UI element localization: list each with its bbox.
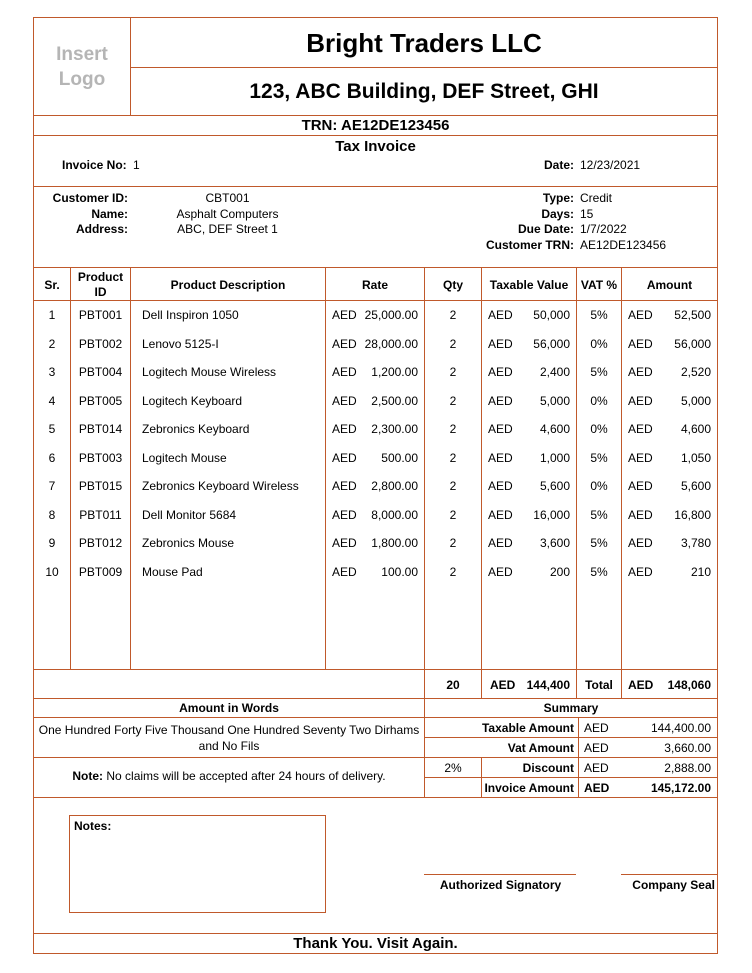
days-label: Days: <box>541 207 574 221</box>
cell-amount: 56,000 <box>674 337 711 351</box>
cell-amount-currency: AED <box>628 422 653 436</box>
cell-sr: 7 <box>48 479 56 493</box>
cell-description: Zebronics Keyboard <box>142 422 250 436</box>
cell-vat: 0% <box>590 479 608 493</box>
cell-rate-currency: AED <box>332 565 357 579</box>
cell-sr: 2 <box>48 337 56 351</box>
col-sr: Sr. <box>44 278 60 292</box>
cell-vat: 5% <box>590 308 608 322</box>
cell-qty: 2 <box>449 365 457 379</box>
date-label: Date: <box>543 158 574 172</box>
authorized-signatory: Authorized Signatory <box>439 878 562 892</box>
cell-taxable-value: 50,000 <box>533 308 570 322</box>
cell-sr: 1 <box>48 308 56 322</box>
cell-rate: 25,000.00 <box>364 308 418 322</box>
cell-taxable-value: 16,000 <box>533 508 570 522</box>
cell-qty: 2 <box>449 394 457 408</box>
invoice-amount-currency: AED <box>584 781 610 795</box>
amount-in-words-line1: One Hundred Forty Five Thousand One Hundred Seventy Two Dirhams <box>38 723 420 737</box>
col-vat: VAT % <box>580 278 618 292</box>
cell-taxable-value: 5,600 <box>539 479 570 493</box>
total-label: Total <box>585 678 613 692</box>
cell-vat: 0% <box>590 422 608 436</box>
cell-rate: 500.00 <box>381 451 418 465</box>
cell-qty: 2 <box>449 479 457 493</box>
taxable-amount-label: Taxable Amount <box>481 721 574 735</box>
cell-amount-currency: AED <box>628 337 653 351</box>
cell-amount-currency: AED <box>628 536 653 550</box>
cell-description: Zebronics Keyboard Wireless <box>142 479 299 493</box>
cell-taxable-currency: AED <box>488 565 513 579</box>
note-label: Note: <box>72 769 104 783</box>
cell-amount-currency: AED <box>628 565 653 579</box>
cell-taxable-currency: AED <box>488 394 513 408</box>
cell-vat: 5% <box>590 536 608 550</box>
cell-description: Logitech Mouse <box>142 451 227 465</box>
vat-amount: 3,660.00 <box>664 741 711 755</box>
col-description: Product Description <box>170 278 286 292</box>
col-taxable-value: Taxable Value <box>489 278 569 292</box>
cell-product-id: PBT015 <box>78 479 123 493</box>
total-taxable: 144,400 <box>526 678 570 692</box>
col-product-id-line1: Product <box>77 270 124 284</box>
summary-header: Summary <box>543 701 599 715</box>
amount-in-words <box>34 722 424 754</box>
cell-rate-currency: AED <box>332 365 357 379</box>
cell-taxable-currency: AED <box>488 337 513 351</box>
cell-taxable-value: 5,000 <box>539 394 570 408</box>
cell-product-id: PBT012 <box>78 536 123 550</box>
cell-amount: 52,500 <box>674 308 711 322</box>
cell-amount: 4,600 <box>680 422 711 436</box>
cell-amount: 3,780 <box>680 536 711 550</box>
terms-type: Credit <box>580 191 613 205</box>
taxable-amount-currency: AED <box>584 721 609 735</box>
cell-amount: 1,050 <box>680 451 711 465</box>
company-trn: TRN: AE12DE123456 <box>301 117 450 134</box>
total-amount: 148,060 <box>667 678 711 692</box>
cell-qty: 2 <box>449 508 457 522</box>
invoice-amount: 145,172.00 <box>650 781 711 795</box>
cell-vat: 5% <box>590 508 608 522</box>
due-date-label: Due Date: <box>517 222 574 236</box>
col-amount: Amount <box>646 278 693 292</box>
cell-rate: 100.00 <box>381 565 418 579</box>
vat-amount-currency: AED <box>584 741 609 755</box>
cell-taxable-value: 2,400 <box>539 365 570 379</box>
cell-qty: 2 <box>449 536 457 550</box>
cell-description: Logitech Mouse Wireless <box>142 365 277 379</box>
cell-amount: 5,600 <box>680 479 711 493</box>
cell-product-id: PBT004 <box>78 365 123 379</box>
cell-amount-currency: AED <box>628 394 653 408</box>
cell-sr: 6 <box>48 451 56 465</box>
discount-currency: AED <box>584 761 609 775</box>
cell-rate-currency: AED <box>332 479 357 493</box>
cell-sr: 5 <box>48 422 56 436</box>
cell-taxable-value: 200 <box>549 565 570 579</box>
cell-taxable-value: 1,000 <box>539 451 570 465</box>
cell-rate: 2,800.00 <box>371 479 418 493</box>
type-label: Type: <box>542 191 574 205</box>
invoice-amount-label: Invoice Amount <box>484 781 574 795</box>
company-name: Bright Traders LLC <box>306 28 542 58</box>
cell-amount-currency: AED <box>628 365 653 379</box>
cell-product-id: PBT011 <box>79 508 122 522</box>
cell-vat: 5% <box>590 451 608 465</box>
cell-sr: 9 <box>48 536 56 550</box>
cell-taxable-value: 3,600 <box>539 536 570 550</box>
cell-sr: 4 <box>48 394 56 408</box>
col-qty: Qty <box>442 278 463 292</box>
cell-product-id: PBT014 <box>78 422 123 436</box>
cell-vat: 5% <box>590 565 608 579</box>
cell-taxable-currency: AED <box>488 422 513 436</box>
cell-sr: 3 <box>48 365 56 379</box>
customer-trn: AE12DE123456 <box>580 238 667 252</box>
customer-name: Asphalt Computers <box>176 207 279 221</box>
cell-product-id: PBT001 <box>78 308 123 322</box>
cell-vat: 5% <box>590 365 608 379</box>
cell-vat: 0% <box>590 337 608 351</box>
customer-id: CBT001 <box>205 191 250 205</box>
amount-in-words-line2: and No Fils <box>198 739 260 753</box>
logo-placeholder <box>34 42 130 92</box>
cell-amount: 2,520 <box>680 365 711 379</box>
cell-taxable-currency: AED <box>488 536 513 550</box>
cell-description: Zebronics Mouse <box>142 536 235 550</box>
cell-taxable-currency: AED <box>488 508 513 522</box>
note-text: No claims will be accepted after 24 hours of delivery. <box>106 769 386 783</box>
total-taxable-currency: AED <box>490 678 516 692</box>
invoice-date: 12/23/2021 <box>580 158 641 172</box>
cell-qty: 2 <box>449 565 457 579</box>
taxable-amount: 144,400.00 <box>650 721 711 735</box>
delivery-note <box>34 769 424 783</box>
cell-sr: 10 <box>45 565 59 579</box>
col-product-id-line2: ID <box>94 285 107 299</box>
cell-amount-currency: AED <box>628 508 653 522</box>
invoice-no-label: Invoice No: <box>62 158 127 172</box>
customer-name-label: Name: <box>91 207 128 221</box>
cell-rate: 1,200.00 <box>371 365 418 379</box>
cell-taxable-currency: AED <box>488 365 513 379</box>
cell-vat: 0% <box>590 394 608 408</box>
discount-amount: 2,888.00 <box>664 761 711 775</box>
cell-rate-currency: AED <box>332 394 357 408</box>
amount-in-words-header: Amount in Words <box>179 701 279 715</box>
cell-taxable-value: 56,000 <box>533 337 570 351</box>
notes-label: Notes: <box>74 819 112 833</box>
cell-rate: 8,000.00 <box>371 508 418 522</box>
cell-amount: 5,000 <box>680 394 711 408</box>
cell-description: Dell Monitor 5684 <box>142 508 237 522</box>
cell-taxable-value: 4,600 <box>539 422 570 436</box>
col-product-id <box>71 270 130 300</box>
cell-amount-currency: AED <box>628 451 653 465</box>
cell-taxable-currency: AED <box>488 479 513 493</box>
cell-description: Dell Inspiron 1050 <box>142 308 239 322</box>
cell-taxable-currency: AED <box>488 451 513 465</box>
document-title: Tax Invoice <box>335 138 416 155</box>
customer-address: ABC, DEF Street 1 <box>177 222 278 236</box>
cell-amount: 16,800 <box>674 508 711 522</box>
logo-line-1: Insert <box>56 44 108 65</box>
cell-rate: 1,800.00 <box>371 536 418 550</box>
cell-sr: 8 <box>48 508 56 522</box>
company-address: 123, ABC Building, DEF Street, GHI <box>249 80 599 103</box>
cell-product-id: PBT005 <box>78 394 123 408</box>
customer-trn-label: Customer TRN: <box>485 238 574 252</box>
cell-description: Mouse Pad <box>142 565 203 579</box>
cell-rate-currency: AED <box>332 337 357 351</box>
cell-rate-currency: AED <box>332 536 357 550</box>
footer-message: Thank You. Visit Again. <box>293 935 458 952</box>
cell-qty: 2 <box>449 337 457 351</box>
logo-line-2: Logo <box>58 69 106 90</box>
col-rate: Rate <box>361 278 388 292</box>
cell-amount-currency: AED <box>628 308 653 322</box>
cell-rate-currency: AED <box>332 508 357 522</box>
vat-amount-label: Vat Amount <box>507 741 574 755</box>
total-qty: 20 <box>446 678 460 692</box>
cell-rate: 28,000.00 <box>364 337 418 351</box>
cell-product-id: PBT003 <box>78 451 123 465</box>
cell-description: Logitech Keyboard <box>142 394 243 408</box>
customer-id-label: Customer ID: <box>52 191 128 205</box>
cell-rate-currency: AED <box>332 422 357 436</box>
due-date: 1/7/2022 <box>580 222 627 236</box>
discount-percent: 2% <box>444 761 462 775</box>
discount-label: Discount <box>522 761 574 775</box>
total-amount-currency: AED <box>628 678 654 692</box>
invoice-no: 1 <box>133 158 140 172</box>
cell-qty: 2 <box>449 308 457 322</box>
customer-address-label: Address: <box>75 222 128 236</box>
cell-amount-currency: AED <box>628 479 653 493</box>
cell-taxable-currency: AED <box>488 308 513 322</box>
cell-rate: 2,300.00 <box>371 422 418 436</box>
company-seal: Company Seal <box>632 878 715 892</box>
cell-rate-currency: AED <box>332 451 357 465</box>
cell-qty: 2 <box>449 422 457 436</box>
cell-rate-currency: AED <box>332 308 357 322</box>
cell-product-id: PBT009 <box>78 565 123 579</box>
cell-qty: 2 <box>449 451 457 465</box>
cell-description: Lenovo 5125-I <box>142 337 219 351</box>
terms-days: 15 <box>580 207 594 221</box>
cell-rate: 2,500.00 <box>371 394 418 408</box>
cell-product-id: PBT002 <box>78 337 123 351</box>
cell-amount: 210 <box>690 565 711 579</box>
